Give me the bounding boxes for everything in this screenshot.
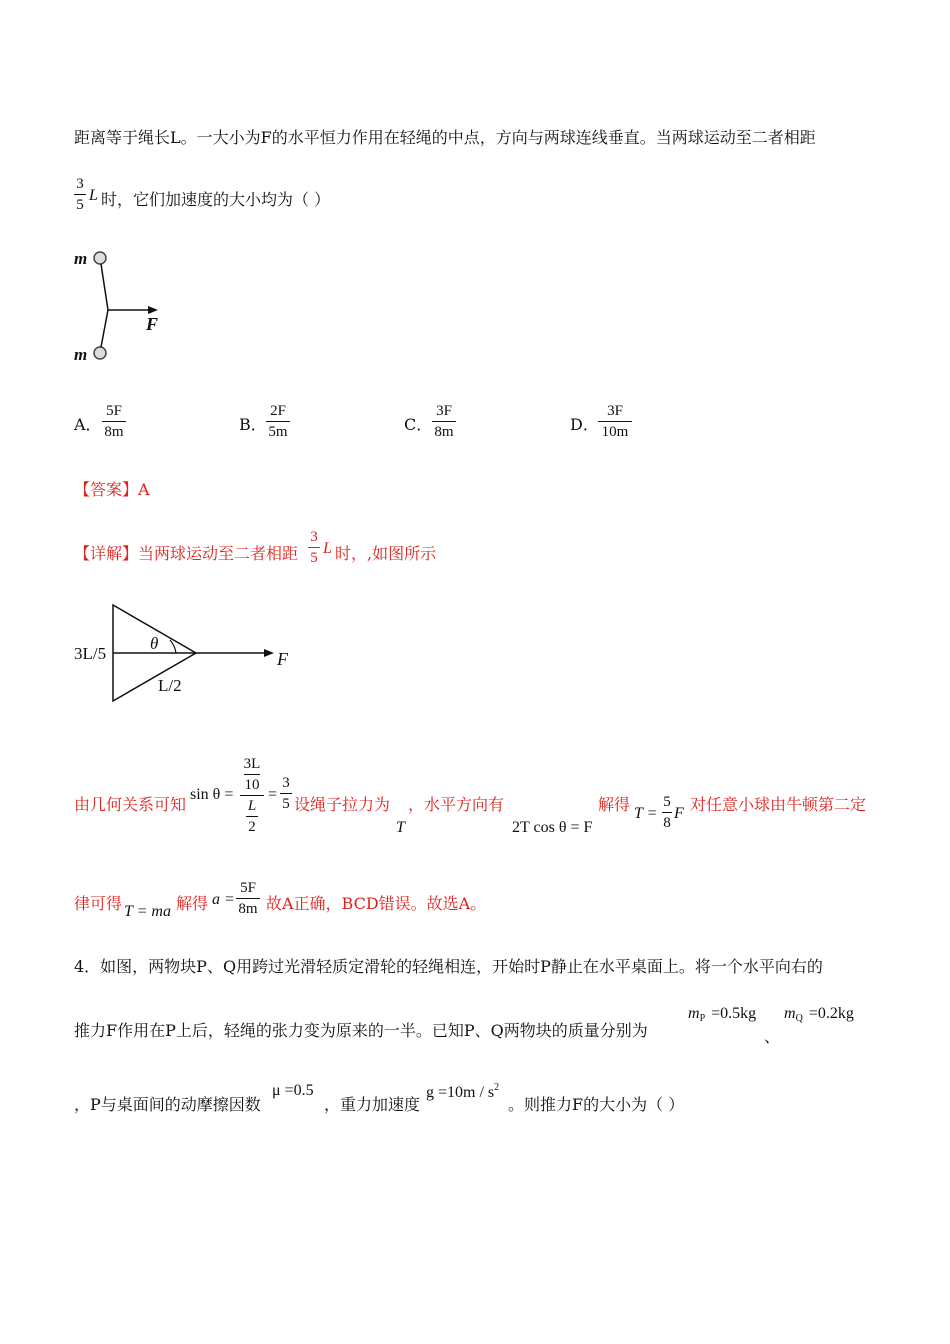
mass-q: $m_Q =0.2kg$ bbox=[784, 1005, 854, 1024]
q4-line3b: ，重力加速度 bbox=[324, 1095, 421, 1114]
solve2-text: 解得 bbox=[176, 894, 209, 913]
option-a-fraction: 5F 8m bbox=[102, 402, 126, 441]
sin-expression: sin θ = bbox=[190, 786, 234, 803]
law-text: 律可得 bbox=[74, 894, 123, 913]
detail-prefix: 【详解】当两球运动至二者相距 bbox=[74, 544, 299, 563]
a-equals: a = bbox=[212, 891, 235, 908]
fig2-force-label: F bbox=[277, 649, 288, 669]
fig1-force-label: F bbox=[146, 314, 159, 334]
option-d-fraction: 3F 10m bbox=[598, 402, 632, 441]
a-fraction: 5F 8m bbox=[236, 879, 260, 918]
newton-text: 对任意小球由牛顿第二定 bbox=[690, 795, 867, 814]
complex-fraction: 3L 10 L 2 bbox=[240, 755, 264, 836]
detail-fraction: 3 5 bbox=[308, 528, 320, 567]
option-c-fraction: 3F 8m bbox=[432, 402, 456, 441]
T-F: F bbox=[674, 805, 684, 822]
ball-top bbox=[94, 252, 106, 264]
tension-text: 设绳子拉力为 bbox=[294, 795, 391, 814]
mass-separator: 、 bbox=[764, 1029, 781, 1046]
option-a-letter: A． bbox=[74, 415, 102, 434]
horizontal-text: ，水平方向有 bbox=[408, 795, 505, 814]
q3-stem-L: L bbox=[89, 187, 98, 204]
solve-text: 解得 bbox=[598, 795, 631, 814]
T-fraction: 5 8 bbox=[663, 794, 671, 831]
detail-L: L bbox=[323, 540, 332, 557]
fig2-theta: θ bbox=[150, 634, 159, 653]
T-equals: T = bbox=[634, 805, 658, 822]
q3-stem-line2: 时，它们加速度的大小均为（ ） bbox=[101, 190, 331, 209]
ball-bottom bbox=[94, 347, 106, 359]
tension-symbol: T bbox=[396, 819, 405, 836]
gravity-value: $g =10m / s^2$ bbox=[426, 1082, 500, 1101]
derive-prefix: 由几何关系可知 bbox=[74, 795, 187, 814]
horizontal-equation: 2T cos θ = F bbox=[512, 819, 593, 836]
fig2-half-label: L/2 bbox=[158, 676, 182, 695]
mass-p: $m_P =0.5kg$ bbox=[688, 1005, 757, 1024]
q4-line1: 4．如图，两物块P、Q用跨过光滑轻质定滑轮的轻绳相连，开始时P静止在水平桌面上。将一个水平向右的 bbox=[74, 957, 823, 976]
triangle-force-diagram bbox=[108, 600, 288, 710]
fig2-side-label: 3L/5 bbox=[74, 644, 107, 663]
option-b-fraction: 2F 5m bbox=[266, 402, 290, 441]
option-c-letter: C． bbox=[404, 415, 433, 434]
option-d-letter: D． bbox=[570, 415, 599, 434]
q4-line3a: ，P与桌面间的动摩擦因数 bbox=[74, 1095, 261, 1114]
friction-coefficient: μ =0.5 bbox=[272, 1082, 314, 1099]
q3-stem-fraction: 3 5 bbox=[74, 175, 86, 214]
q3-stem-line1: 距离等于绳长L。一大小为F的水平恒力作用在轻绳的中点，方向与两球连线垂直。当两球运动至二者相距 bbox=[74, 128, 816, 147]
answer-label: 【答案】A bbox=[74, 480, 150, 499]
detail-tail: 时，,如图所示 bbox=[335, 544, 437, 563]
fig1-mass-bottom: m bbox=[74, 345, 88, 364]
q4-line2: 推力F作用在P上后，轻绳的张力变为原来的一半。已知P、Q两物块的质量分别为 bbox=[74, 1021, 648, 1040]
newton-equation: T = ma bbox=[124, 903, 171, 920]
conclusion-text: 故A正确，BCD错误。故选A。 bbox=[266, 894, 487, 913]
q4-line3c: 。则推力F的大小为（ ） bbox=[508, 1095, 685, 1114]
equals-sign: = bbox=[268, 786, 278, 803]
sin-value-fraction: 3 5 bbox=[280, 774, 292, 813]
option-b-letter: B． bbox=[239, 415, 267, 434]
fig1-mass-top: m bbox=[74, 249, 88, 268]
